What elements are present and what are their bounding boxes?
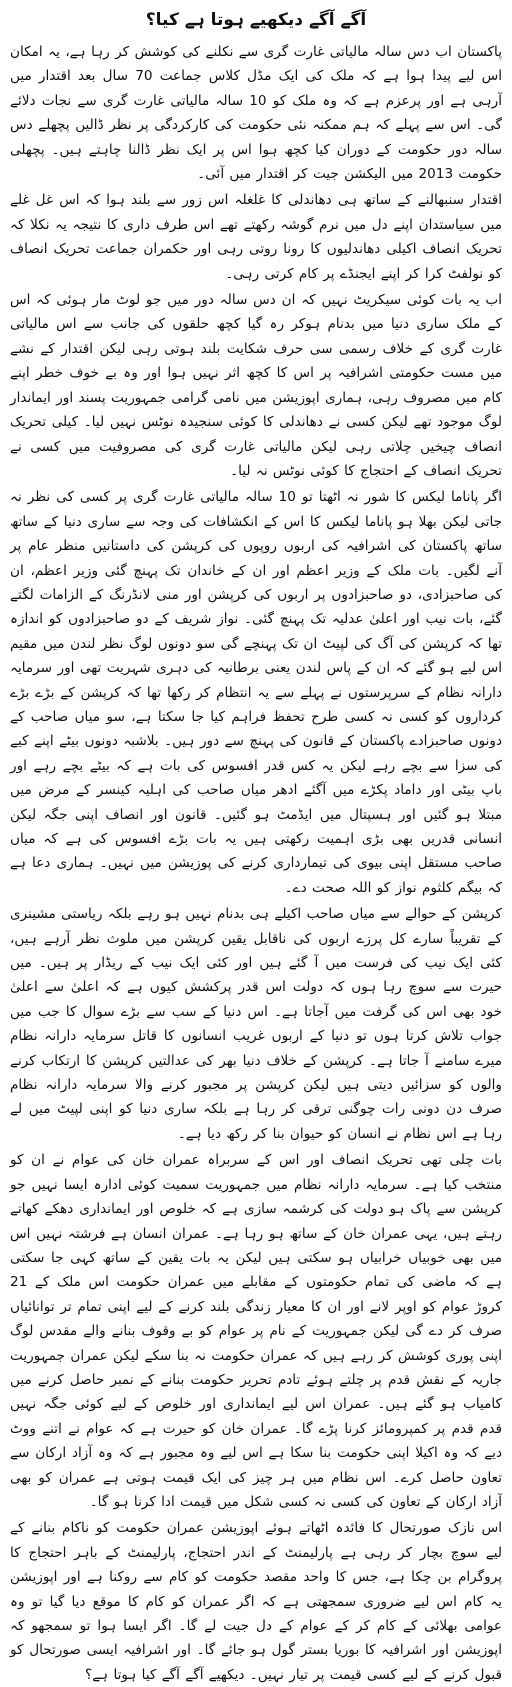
article-paragraph: اقتدار سنبھالنے کے ساتھ ہی دھاندلی کا غلغلہ اس زور سے بلند ہوا کہ اس غل غلے میں سیاستدان اپنے دل میں نرم گوشہ رکھتے تھے اس طرف داری کا نتیجہ یہ نکلا کہ تحریک انصاف اکیلی دھاندلیوں کا رونا روتی رہی اور حکمران جماعت تحریک انصاف کو نولفٹ کرا کر اپنے ایجنڈے پر کام کرتی رہی۔ [10,192,502,282]
article-paragraph: اب یہ بات کوئی سیکریٹ نہیں کہ ان دس سالہ دور میں جو لوٹ مار ہوئی کہ اس کے ملک ساری دنیا میں بدنام ہوکر رہ گیا کچھ حلقوں کی جانب سے اس مالیاتی غارت گری کے خلاف رسمی سی حرف شکایت بلند ہوتی رہی لیکن اقتدار کے نشے میں مست حکومتی اشرافیہ پر اس کا کچھ اثر نہیں ہوا اور وہ بے خوف خطر اپنے کام میں مصروف رہی، ہماری اپوزیشن میں نامی گرامی جمہوریت پسند اور ایماندار لوگ موجود تھے لیکن کسی نے دھاندلی کا کوئی سنجیدہ نوٹس نہیں لیا۔ کیلی تحریک انصاف چیخیں چلاتی رہی لیکن مالیاتی غارت گری کی مصروفیت میں کسی نے تحریک انصاف کے احتجاج کا کوئی نوٹس نہ لیا۔ [10,292,502,479]
article-paragraph: بات چلی تھی تحریک انصاف اور اس کے سربراہ عمران خان کی عوام نے ان کو منتخب کیا ہے۔ سرمایہ دارانہ نظام میں جمہوریت سمیت کوئی ادارہ ایسا نہیں جو کرپشن سے پاک ہو دولت کی کرشمہ سازی ہے کہ خلوص اور ایمانداری دھکے کھاتے رہتے ہیں، یہی عمران خان کے ساتھ ہو رہا ہے۔ عمران انسان ہے فرشتہ نہیں اس میں بھی خوبیاں خرابیاں ہو سکتی ہیں لیکن یہ بات یقین کے ساتھ کہی جا سکتی ہے کہ ماضی کی تمام حکومتوں کے مقابلے میں عمران حکومت اس ملک کے 21 کروڑ عوام کو اوپر لانے اور ان کا معیار زندگی بلند کرنے کے لیے اپنی تمام تر توانائیاں صرف کر دے گی لیکن جمہوریت کے نام پر عوام کو بے وقوف بنانے والے مقدس لوگ اپنی پوری کوشش کر رہے ہیں کہ عمران حکومت نہ بنا سکے لیکن عمران جمہوریت جاریہ کے نقش قدم پر چلتے ہوئے تادم تحریر حکومت بنانے کے نمبر حاصل کرنے میں کامیاب ہو گئے ہیں۔ عمران اس لیے ایمانداری اور خلوص کے لیے کوئی جگہ نہیں قدم قدم پر کمپرومائز کرنا پڑے گا۔ عمران خان کو حیرت ہے کہ عوام نے اتنے ووٹ دیے کہ وہ اکیلا اپنی حکومت بنا سکا ہے اس لیے وہ مجبور ہے کہ وہ آزاد ارکان سے تعاون حاصل کرے۔ اس نظام میں ہر چیز کی ایک قیمت ہوتی ہے عمران کو بھی آزاد ارکان کے تعاون کی کسی نہ کسی شکل میں قیمت ادا کرنا ہو گا۔ [10,1152,502,1510]
article-headline: آگے آگے دیکھیے ہوتا ہے کیا؟ [145,10,367,30]
article-paragraph: کرپشن کے حوالے سے میاں صاحب اکیلے ہی بدنام نہیں ہو رہے بلکہ ریاستی مشینری کے تقریباً سارے کل پرزے اربوں کی ناقابل یقین کرپشن میں ملوث نظر آرہے ہیں، کئی ایک نیب کی فرست میں آ گئے ہیں اور کئی ایک نیب کے ریڈار پر ہیں۔ میں حیرت سے سوچ رہا ہوں کہ دولت اس قدر پرکشش کیوں ہے کہ اعلیٰ سے اعلیٰ خود بھی اس کی گرفت میں آجاتا ہے۔ اس دنیا کے سب سے بڑے سوال کا جب میں جواب تلاش کرتا ہوں تو دنیا کے اربوں غریب انسانوں کا قاتل سرمایہ دارانہ نظام میرے سامنے آ جاتا ہے۔ کرپشن کے خلاف دنیا بھر کی عدالتیں کرپشن کا ارتکاب کرنے والوں کو سزائیں دیتی ہیں لیکن کرپشن پر مجبور کرنے والا سرمایہ دارانہ نظام صرف دن دونی رات چوگنی ترقی کر رہا ہے بلکہ ساری دنیا کو اپنی لپیٹ میں لے رہا ہے اس نظام نے انسان کو حیوان بنا کر رکھ دیا ہے۔ [10,906,502,1142]
article-paragraph: اگر پاناما لیکس کا شور نہ اٹھتا تو 10 سالہ مالیاتی غارت گری پر کسی کی نظر نہ جاتی لیکن بھلا ہو پاناما لیکس کا اس کے انکشافات کی وجہ سے ساری دنیا کے ساتھ ساتھ پاکستان کی اشرافیہ کی اربوں روپوں کی کرپشن کی داستانیں منظر عام پر آنے لگیں۔ بات ملک کے وزیر اعظم اور ان کے خاندان تک پہنچ گئی وزیر اعظم، ان کی صاحبزادی، دو صاحبزادوں پر اربوں کی کرپشن اور منی لانڈرنگ کے الزامات لگتے گئے، بات نیب اور اعلیٰ عدلیہ تک پہنچ گئی۔ نواز شریف کے دو صاحبزادوں کو اندازہ تھا کہ کرپشن کی آگ کی لپیٹ ان تک پہنچے گی سو دونوں لوگ نظر لندن میں مقیم اس لیے ہو گئے کہ ان کے پاس لندن یعنی برطانیہ کی دہری شہریت تھی اور سرمایہ دارانہ نظام کے سرپرستوں نے پہلے سے یہ انتظام کر رکھا تھا کہ کرپشن کے بڑے بڑے کرداروں کو کسی نہ کسی طرح تحفظ فراہم کیا جا سکتا ہے، سو میاں صاحب کے دونوں صاحبزادے پاکستان کے قانون کی پہنچ سے دور ہیں۔ بلاشبہ دونوں بیٹے اپنے کیے کی سزا سے بچے رہے لیکن یہ کس قدر افسوس کی بات ہے کہ بیٹے بچے رہے اور باپ بیٹی اور داماد پکڑے میں آگئے ادھر میاں صاحب کی اہلیہ کینسر کے مرض میں مبتلا ہو گئیں اور ہسپتال میں ایڈمٹ ہو گئیں۔ قانون اور انصاف اپنی جگہ لیکن انسانی قدریں بھی بڑی اہمیت رکھتی ہیں یہ بات بڑے افسوس کی ہے کہ میاں صاحب مستقل اپنی بیوی کی تیمارداری کرنے کی پوزیشن میں نہیں۔ ہماری دعا ہے کہ بیگم کلثوم نواز کو اللہ صحت دے۔ [10,489,502,896]
article-paragraph: پاکستان اب دس سالہ مالیاتی غارت گری سے نکلنے کی کوشش کر رہا ہے، یہ امکان اس لیے پیدا ہوا ہے کہ ملک کی ایک مڈل کلاس جماعت 70 سال بعد اقتدار میں آرہی ہے اور پرعزم ہے کہ وہ ملک کو 10 سالہ مالیاتی غارت گری سے نجات دلائے گی۔ اس سے پہلے کہ ہم ممکنہ نئی حکومت کی کارکردگی پر نظر ڈالیں پچھلے دس سالہ دور حکومت کے دوران کیا کچھ ہوا اس پر ایک نظر ڈالنا چاہتے ہیں۔ پچھلی حکومت 2013 میں الیکشن جیت کر اقتدار میں آئی۔ [10,44,502,183]
article-paragraph: اس نازک صورتحال کا فائدہ اٹھاتے ہوئے اپوزیشن عمران حکومت کو ناکام بنانے کے لیے سوچ بچار کر رہی ہے پارلیمنٹ کے اندر احتجاج، پارلیمنٹ کے باہر احتجاج کا پروگرام بن چکا ہے، جس کا واحد مقصد حکومت کو کام سے روکنا ہے اور اپوزیشن یہ کام اس لیے ضروری سمجھتی ہے کہ اگر عمران کو کام کا موقع دیا گیا تو وہ عوامی بھلائی کے کام کر کے عوام کے دل جیت لے گا۔ اگر ایسا ہوا تو سمجھو کہ اپوزیشن اور اشرافیہ کا بوریا بستر گول ہو جائے گا۔ اور اشرافیہ ایسی صورتحال کو قبول کرنے کے لیے کسی قیمت پر تیار نہیں۔ دیکھیے آگے آگے کیا ہوتا ہے؟ [10,1520,502,1683]
